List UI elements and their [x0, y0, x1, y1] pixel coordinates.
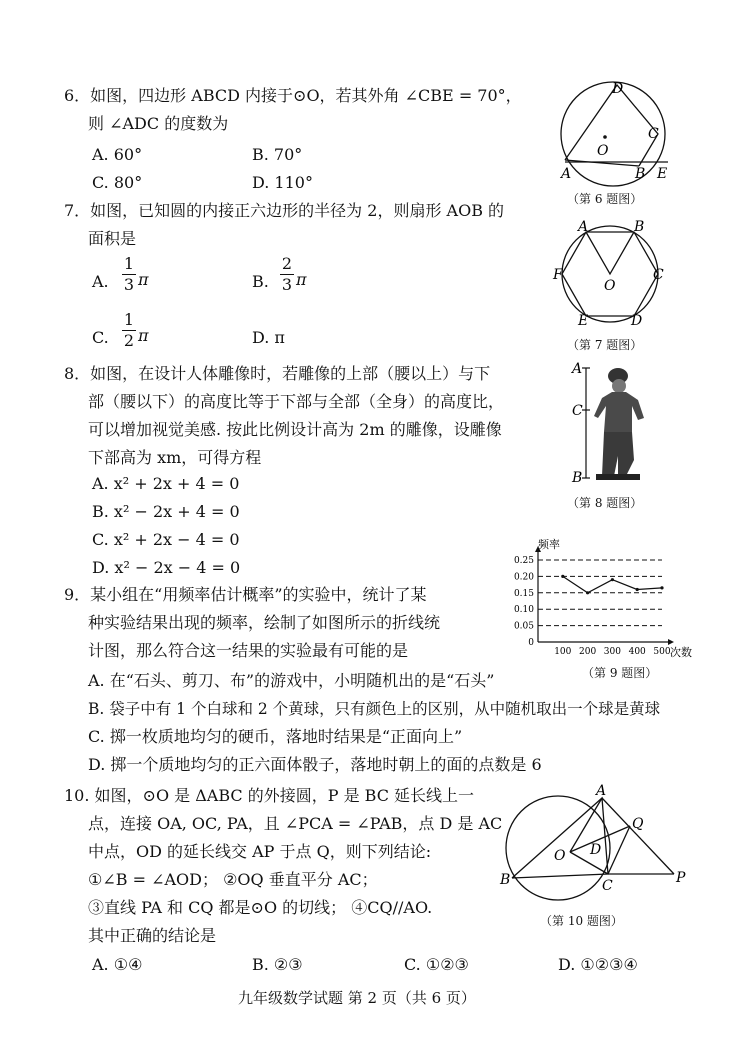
- chart-data-point: [660, 586, 663, 589]
- q9-caption: （第 9 题图）: [582, 666, 658, 680]
- q8-option-b: B. x² − 2x + 4 = 0: [92, 502, 240, 521]
- q7-stem-line1: 7．如图，已知圆的内接正六边形的半径为 2，则扇形 AOB 的: [64, 201, 505, 220]
- chart-x-tick-label: 300: [603, 647, 621, 657]
- q9-option-b: B. 袋子中有 1 个白球和 2 个黄球，只有颜色上的区别，从中随机取出一个球是黄球: [88, 700, 661, 718]
- q10-stem-line2: 点，连接 OA, OC, PA，且 ∠PCA = ∠PAB，点 D 是 AC: [88, 814, 503, 833]
- q6-option-b: B. 70°: [252, 145, 303, 164]
- q10-option-d: D. ①②③④: [558, 955, 638, 974]
- q10-label-p: P: [676, 870, 686, 886]
- q7-label-a: A: [578, 219, 589, 235]
- q7-label-c: C: [653, 267, 664, 283]
- q10-stem-line1: 10. 如图，⊙O 是 ΔABC 的外接圆，P 是 BC 延长线上一: [64, 786, 475, 805]
- q6-stem-line2: 则 ∠ADC 的度数为: [88, 114, 229, 133]
- q8-stem-line3: 可以增加视觉美感. 按此比例设计高为 2m 的雕像，设雕像: [88, 420, 502, 439]
- q8-stem-line2: 部（腰以下）的高度比等于下部与全部（全身）的高度比，: [88, 392, 505, 411]
- q8-option-c: C. x² + 2x − 4 = 0: [92, 530, 240, 549]
- q7-option-b-letter: B.: [252, 272, 269, 291]
- q10-stem-line4: ①∠B = ∠AOD； ②OQ 垂直平分 AC；: [88, 870, 378, 889]
- q8-caption: （第 8 题图）: [567, 496, 643, 510]
- chart-x-axis-arrow: [668, 639, 674, 645]
- q7-label-e: E: [578, 313, 589, 329]
- q6-label-d: D: [612, 81, 624, 97]
- q10-label-q: Q: [632, 816, 644, 832]
- chart-data-point: [611, 578, 614, 581]
- q9-option-c: C. 掷一枚质地均匀的硬币，落地时结果是“正面向上”: [88, 727, 463, 746]
- q7-option-c-letter: C.: [92, 328, 109, 347]
- statue-image: [594, 368, 644, 480]
- q8-label-c: C: [572, 403, 583, 419]
- q7-option-c-fraction: [122, 311, 136, 350]
- q10-caption: （第 10 题图）: [540, 914, 623, 928]
- q6-caption: （第 6 题图）: [567, 192, 643, 206]
- q7-option-b-pi: π: [296, 270, 307, 289]
- q8-stem-line4: 下部高为 xm，可得方程: [88, 448, 262, 467]
- q7-label-o: O: [604, 278, 616, 294]
- q7-label-f: F: [553, 267, 563, 283]
- q7-option-a-pi: π: [138, 270, 149, 289]
- chart-y-tick-label: 0.10: [513, 605, 534, 616]
- chart-x-tick-label: 400: [628, 647, 646, 657]
- q6-label-o: O: [597, 143, 609, 159]
- chart-y-tick-label: 0: [528, 638, 534, 648]
- q7-stem-line2: 面积是: [88, 229, 137, 248]
- chart-y-tick-label: 0.25: [513, 556, 534, 566]
- q6-label-c: C: [648, 126, 659, 142]
- q10-stem-line5: ③直线 PA 和 CQ 都是⊙O 的切线； ④CQ//AO.: [88, 898, 433, 917]
- q7-label-b: B: [634, 219, 645, 235]
- q8-stem-line1: 8．如图，在设计人体雕像时，若雕像的上部（腰以上）与下: [64, 364, 491, 383]
- q8-option-d: D. x² − 2x − 4 = 0: [92, 558, 241, 577]
- q10-stem-line6: 其中正确的结论是: [88, 926, 217, 945]
- q10-option-a: A. ①④: [92, 955, 143, 974]
- q6-figure: [555, 80, 680, 190]
- chart-y-axis-label: 频率: [538, 538, 560, 551]
- chart-x-tick-label: 200: [579, 647, 597, 657]
- q6-label-a: A: [561, 166, 572, 182]
- q7-option-c-pi: π: [138, 326, 149, 345]
- q6-label-b: B: [635, 166, 646, 182]
- q7-a-denominator: 3: [123, 275, 135, 294]
- q7-figure: [555, 218, 675, 330]
- q9-stem-line2: 种实验结果出现的频率，绘制了如图所示的折线统: [88, 613, 441, 632]
- chart-data-point: [561, 575, 564, 578]
- q9-stem-line1: 9．某小组在“用频率估计概率”的实验中，统计了某: [64, 585, 427, 604]
- chart-data-point: [636, 588, 639, 591]
- q8-option-a: A. x² + 2x + 4 = 0: [92, 474, 240, 493]
- q7-option-a-fraction: [122, 255, 136, 294]
- chart-x-axis-label: 次数: [670, 646, 692, 659]
- q7-option-b-fraction: [280, 255, 294, 294]
- q6-option-c: C. 80°: [92, 173, 143, 192]
- q10-label-d: D: [590, 842, 602, 858]
- q10-figure: [498, 782, 698, 912]
- q9-option-d: D. 掷一个质地均匀的正六面体骰子，落地时朝上的面的点数是 6: [88, 755, 542, 774]
- q10-label-o: O: [554, 848, 566, 864]
- q8-label-a: A: [572, 361, 583, 377]
- q7-b-numerator: 2: [281, 254, 293, 273]
- q10-option-c: C. ①②③: [404, 955, 469, 974]
- chart-data-point: [586, 591, 589, 594]
- q9-frequency-chart: [502, 538, 692, 663]
- q9-option-a: A. 在“石头、剪刀、布”的游戏中，小明随机出的是“石头”: [88, 671, 495, 690]
- q6-option-a: A. 60°: [92, 145, 143, 164]
- q10-label-a: A: [596, 783, 607, 799]
- q8-label-b: B: [572, 470, 583, 486]
- q6-option-d: D. 110°: [252, 173, 313, 192]
- chart-y-tick-label: 0.20: [513, 572, 534, 583]
- q7-caption: （第 7 题图）: [567, 338, 643, 352]
- q7-c-numerator: 1: [123, 310, 135, 329]
- q10-label-c: C: [602, 878, 613, 894]
- q7-c-denominator: 2: [123, 331, 135, 350]
- q7-label-d: D: [631, 313, 643, 329]
- page-footer: 九年级数学试题 第 2 页（共 6 页）: [238, 989, 476, 1007]
- q7-option-a-letter: A.: [92, 272, 109, 291]
- q8-statue-figure: [568, 360, 658, 490]
- chart-x-tick-label: 100: [554, 647, 572, 657]
- q10-label-b: B: [500, 872, 511, 888]
- q10-stem-line3: 中点，OD 的延长线交 AP 于点 Q，则下列结论:: [88, 842, 432, 861]
- q10-option-b: B. ②③: [252, 955, 303, 974]
- chart-y-tick-label: 0.05: [513, 621, 534, 632]
- q7-a-numerator: 1: [123, 254, 135, 273]
- q9-stem-line3: 计图，那么符合这一结果的实验最有可能的是: [88, 641, 409, 660]
- q7-b-denominator: 3: [281, 275, 293, 294]
- chart-x-tick-label: 500: [653, 647, 671, 657]
- q7-option-d: D. π: [252, 328, 285, 347]
- chart-y-tick-label: 0.15: [513, 588, 534, 599]
- q6-stem-line1: 6．如图，四边形 ABCD 内接于⊙O，若其外角 ∠CBE = 70°，: [64, 86, 522, 105]
- q6-label-e: E: [657, 166, 668, 182]
